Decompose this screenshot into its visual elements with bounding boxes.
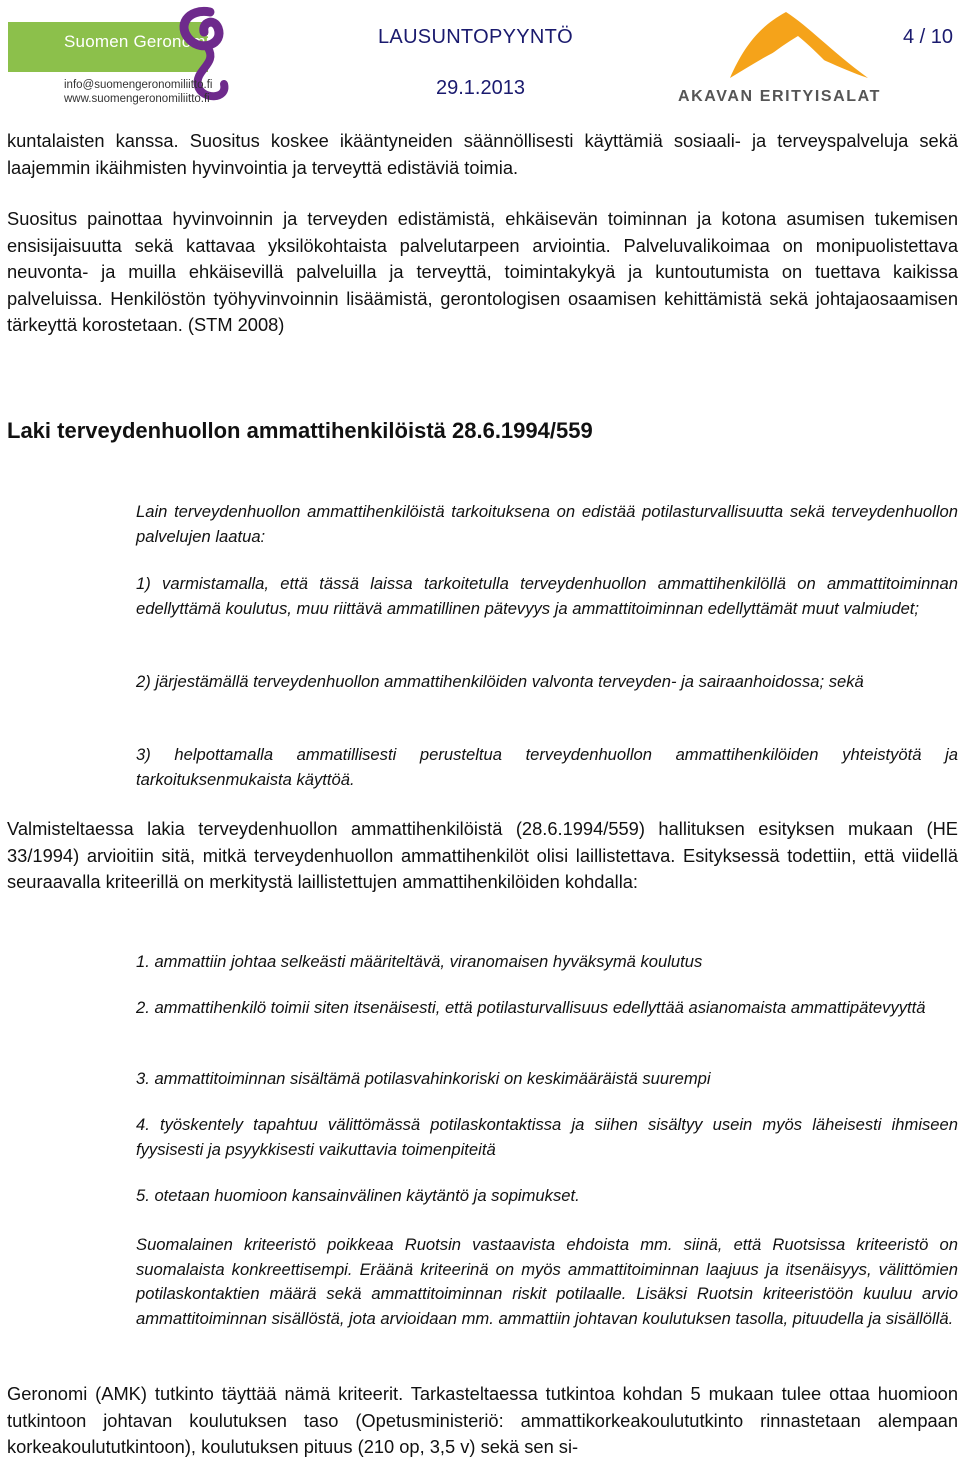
- criteria-item-4: 4. työskentely tapahtuu välittömässä potilaskontaktissa ja siihen sisältyy usein myös läheisesti ihmiseen fyysisesti ja psyykkisesti vaikuttavia toimenpiteitä: [136, 1115, 958, 1159]
- page-header: [0, 0, 960, 115]
- criteria-item-1: 1. ammattiin johtaa selkeästi määriteltävä, viranomaisen hyväksymä koulutus: [136, 952, 703, 971]
- partner-name: AKAVAN ERITYISALAT: [678, 88, 882, 105]
- paragraph-intro: kuntalaisten kanssa. Suositus koskee ikääntyneiden säännöllisesti käyttämiä sosiaali- ja terveyspalveluja sekä laajemmin ikäihmisten hyvinvointia ja terveyttä edistäviä toimia.: [7, 130, 958, 178]
- geronomiliitto-logo: [8, 4, 261, 109]
- page-number: 4 / 10: [903, 26, 954, 48]
- paragraph-stm-recommendation: Suositus painottaa hyvinvoinnin ja terveyden edistämistä, ehkäisevän toiminnan ja kotona asumisen tukemisen ensisijaisuutta sekä kattavaa yksilökohtaista palvelutarpeen arviointia. Palveluvalikoimaa on monipuolistettava neuvonta- ja muilla ehkäisevillä palveluilla ja terveyttä, toimintakykyä ja kuntoutumista on tuettava kaikissa palveluissa. Henkilöstön työhyvinvoinnin lisäämistä, gerontologisen osaamisen kehittämistä sekä johtajaosaamisen tärkeyttä korostetaan. (STM 2008): [7, 208, 958, 335]
- document-title: LAUSUNTOPYYNTÖ: [378, 26, 573, 48]
- criteria-item-5: 5. otetaan huomioon kansainvälinen käytäntö ja sopimukset.: [136, 1186, 580, 1205]
- law-quote-intro: Lain terveydenhuollon ammattihenkilöistä tarkoituksena on edistää potilasturvallisuutta sekä terveydenhuollon palvelujen laatua:: [136, 502, 958, 546]
- criteria-item-2: 2. ammattihenkilö toimii siten itsenäisesti, että potilasturvallisuus edellyttää asianomaista ammattipätevyyttä: [136, 998, 926, 1017]
- paragraph-geronomi: Geronomi (AMK) tutkinto täyttää nämä kriteerit. Tarkasteltaessa tutkintoa kohdan 5 mukaan tulee ottaa huomioon tutkintoon johtavan koulutuksen taso (Opetusministeriö: ammattikorkeakoulututkinto rinnastetaan alempaan korkeakoulututkintoon), koulutuksen pituus (210 op, 3,5 v) sekä sen si-: [7, 1383, 958, 1457]
- criteria-item-3: 3. ammattitoiminnan sisältämä potilasvahinkoriski on keskimääräistä suurempi: [136, 1069, 711, 1088]
- law-quote-item-3: 3) helpottamalla ammatillisesti perusteltua terveydenhuollon ammattihenkilöiden yhteistyötä ja tarkoituksenmukaista käyttöä.: [136, 745, 958, 789]
- document-date: 29.1.2013: [436, 77, 525, 99]
- org-contact: [64, 78, 212, 106]
- sweden-comparison-note: Suomalainen kriteeristö poikkeaa Ruotsin vastaavista ehdoista mm. siinä, että Ruotsissa kriteeristö on suomalaista konkreettisempi. Eräänä kriteerinä on myös ammattitoiminnan laajuus ja itsenäisyys, välittömien potilaskontaktien määrä sekä ammattitoiminnan riskit potilaalle. Lisäksi Ruotsin kriteeristöön kuuluu arvio ammattitoiminnan sisällöstä, jota arvioidaan mm. ammattiin johtavan koulutuksen tasolla, pituudella ja sisällöllä.: [136, 1235, 958, 1328]
- org-email: info@suomengeronomiliitto.fi: [64, 79, 213, 91]
- law-quote-item-2: 2) järjestämällä terveydenhuollon ammattihenkilöiden valvonta terveyden- ja sairaanhoidossa; sekä: [136, 672, 864, 691]
- org-name: Suomen Geronomiliitto ry: [64, 32, 261, 51]
- section-heading: Laki terveydenhuollon ammattihenkilöistä 28.6.1994/559: [7, 418, 593, 443]
- paragraph-preparation: Valmisteltaessa lakia terveydenhuollon ammattihenkilöistä (28.6.1994/559) hallituksen esityksen mukaan (HE 33/1994) arvioitiin sitä, mitkä terveydenhuollon ammattihenkilöt olisi laillistettava. Esityksessä todettiin, että viidellä seuraavalla kriteerillä on merkitystä laillistettujen ammattihenkilöiden kohdalla:: [7, 818, 958, 892]
- law-quote-item-1: 1) varmistamalla, että tässä laissa tarkoitetulla terveydenhuollon ammattihenkilöllä on ammattitoiminnan edellyttämä koulutus, muu riittävä ammatillinen pätevyys ja ammattitoiminnan edellyttämät muut valmiudet;: [136, 574, 958, 618]
- org-web: www.suomengeronomiliitto.fi: [64, 93, 210, 105]
